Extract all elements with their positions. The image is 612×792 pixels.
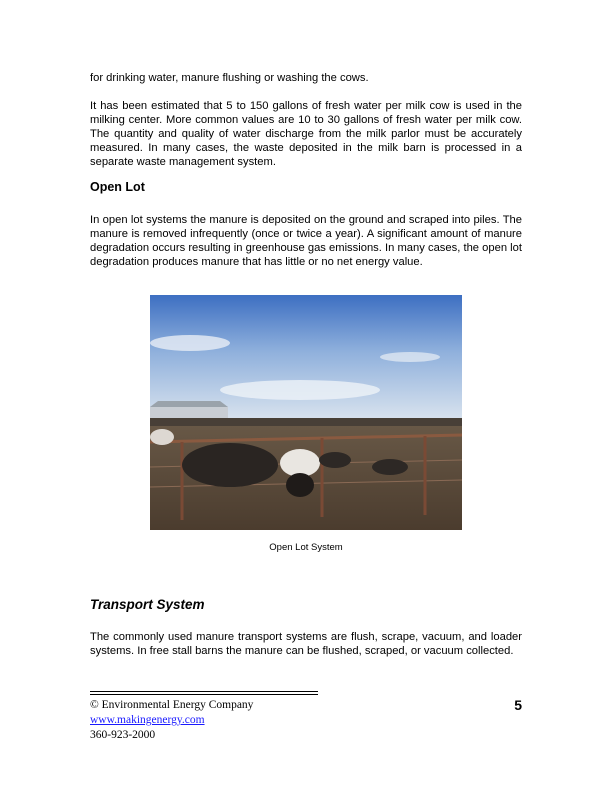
cow xyxy=(286,473,314,497)
cow xyxy=(372,459,408,475)
footer-copyright: © Environmental Energy Company xyxy=(90,699,254,711)
open-lot-photo-illustration xyxy=(150,295,462,530)
paragraph-transport: The commonly used manure transport systems are flush, scrape, vacuum, and loader systems. In free stall barns the manure can be flushed, scraped, or vacuum collected. xyxy=(90,631,522,657)
cow xyxy=(319,452,351,468)
heading-transport-system: Transport System xyxy=(90,597,205,612)
cloud xyxy=(150,335,230,351)
footer-website-link[interactable]: www.makingenergy.com xyxy=(90,714,205,726)
footer-phone: 360-923-2000 xyxy=(90,729,156,741)
figure-caption: Open Lot System xyxy=(269,542,343,553)
footer-website-line xyxy=(90,714,205,726)
paragraph-drinking-water: for drinking water, manure flushing or washing the cows. xyxy=(90,72,369,84)
cow xyxy=(182,443,278,487)
page-number: 5 xyxy=(514,697,522,713)
cow xyxy=(150,429,174,445)
paragraph-open-lot: In open lot systems the manure is deposited on the ground and scraped into piles. The manure is removed infrequently (once or twice a year). A significant amount of manure degradation occurs resulting in greenhouse gas emissions. In many cases, the open lot degradation produces manure that has little or no net energy value. xyxy=(90,214,522,268)
footer-divider xyxy=(90,691,318,692)
barn-roof xyxy=(150,401,228,407)
heading-open-lot: Open Lot xyxy=(90,180,145,194)
footer-divider xyxy=(90,694,318,695)
cow xyxy=(280,449,320,477)
open-lot-photo xyxy=(150,295,462,530)
cloud xyxy=(380,352,440,362)
paragraph-water-usage: It has been estimated that 5 to 150 gallons of fresh water per milk cow is used in the milking center. More common values are 10 to 30 gallons of fresh water per milk cow. The quantity and quality of water discharge from the milk parlor must be accurately measured. In many cases, the waste deposited in the milk barn is processed in a separate waste management system. xyxy=(90,100,522,168)
distant-herd xyxy=(150,418,462,426)
cloud xyxy=(220,380,380,400)
